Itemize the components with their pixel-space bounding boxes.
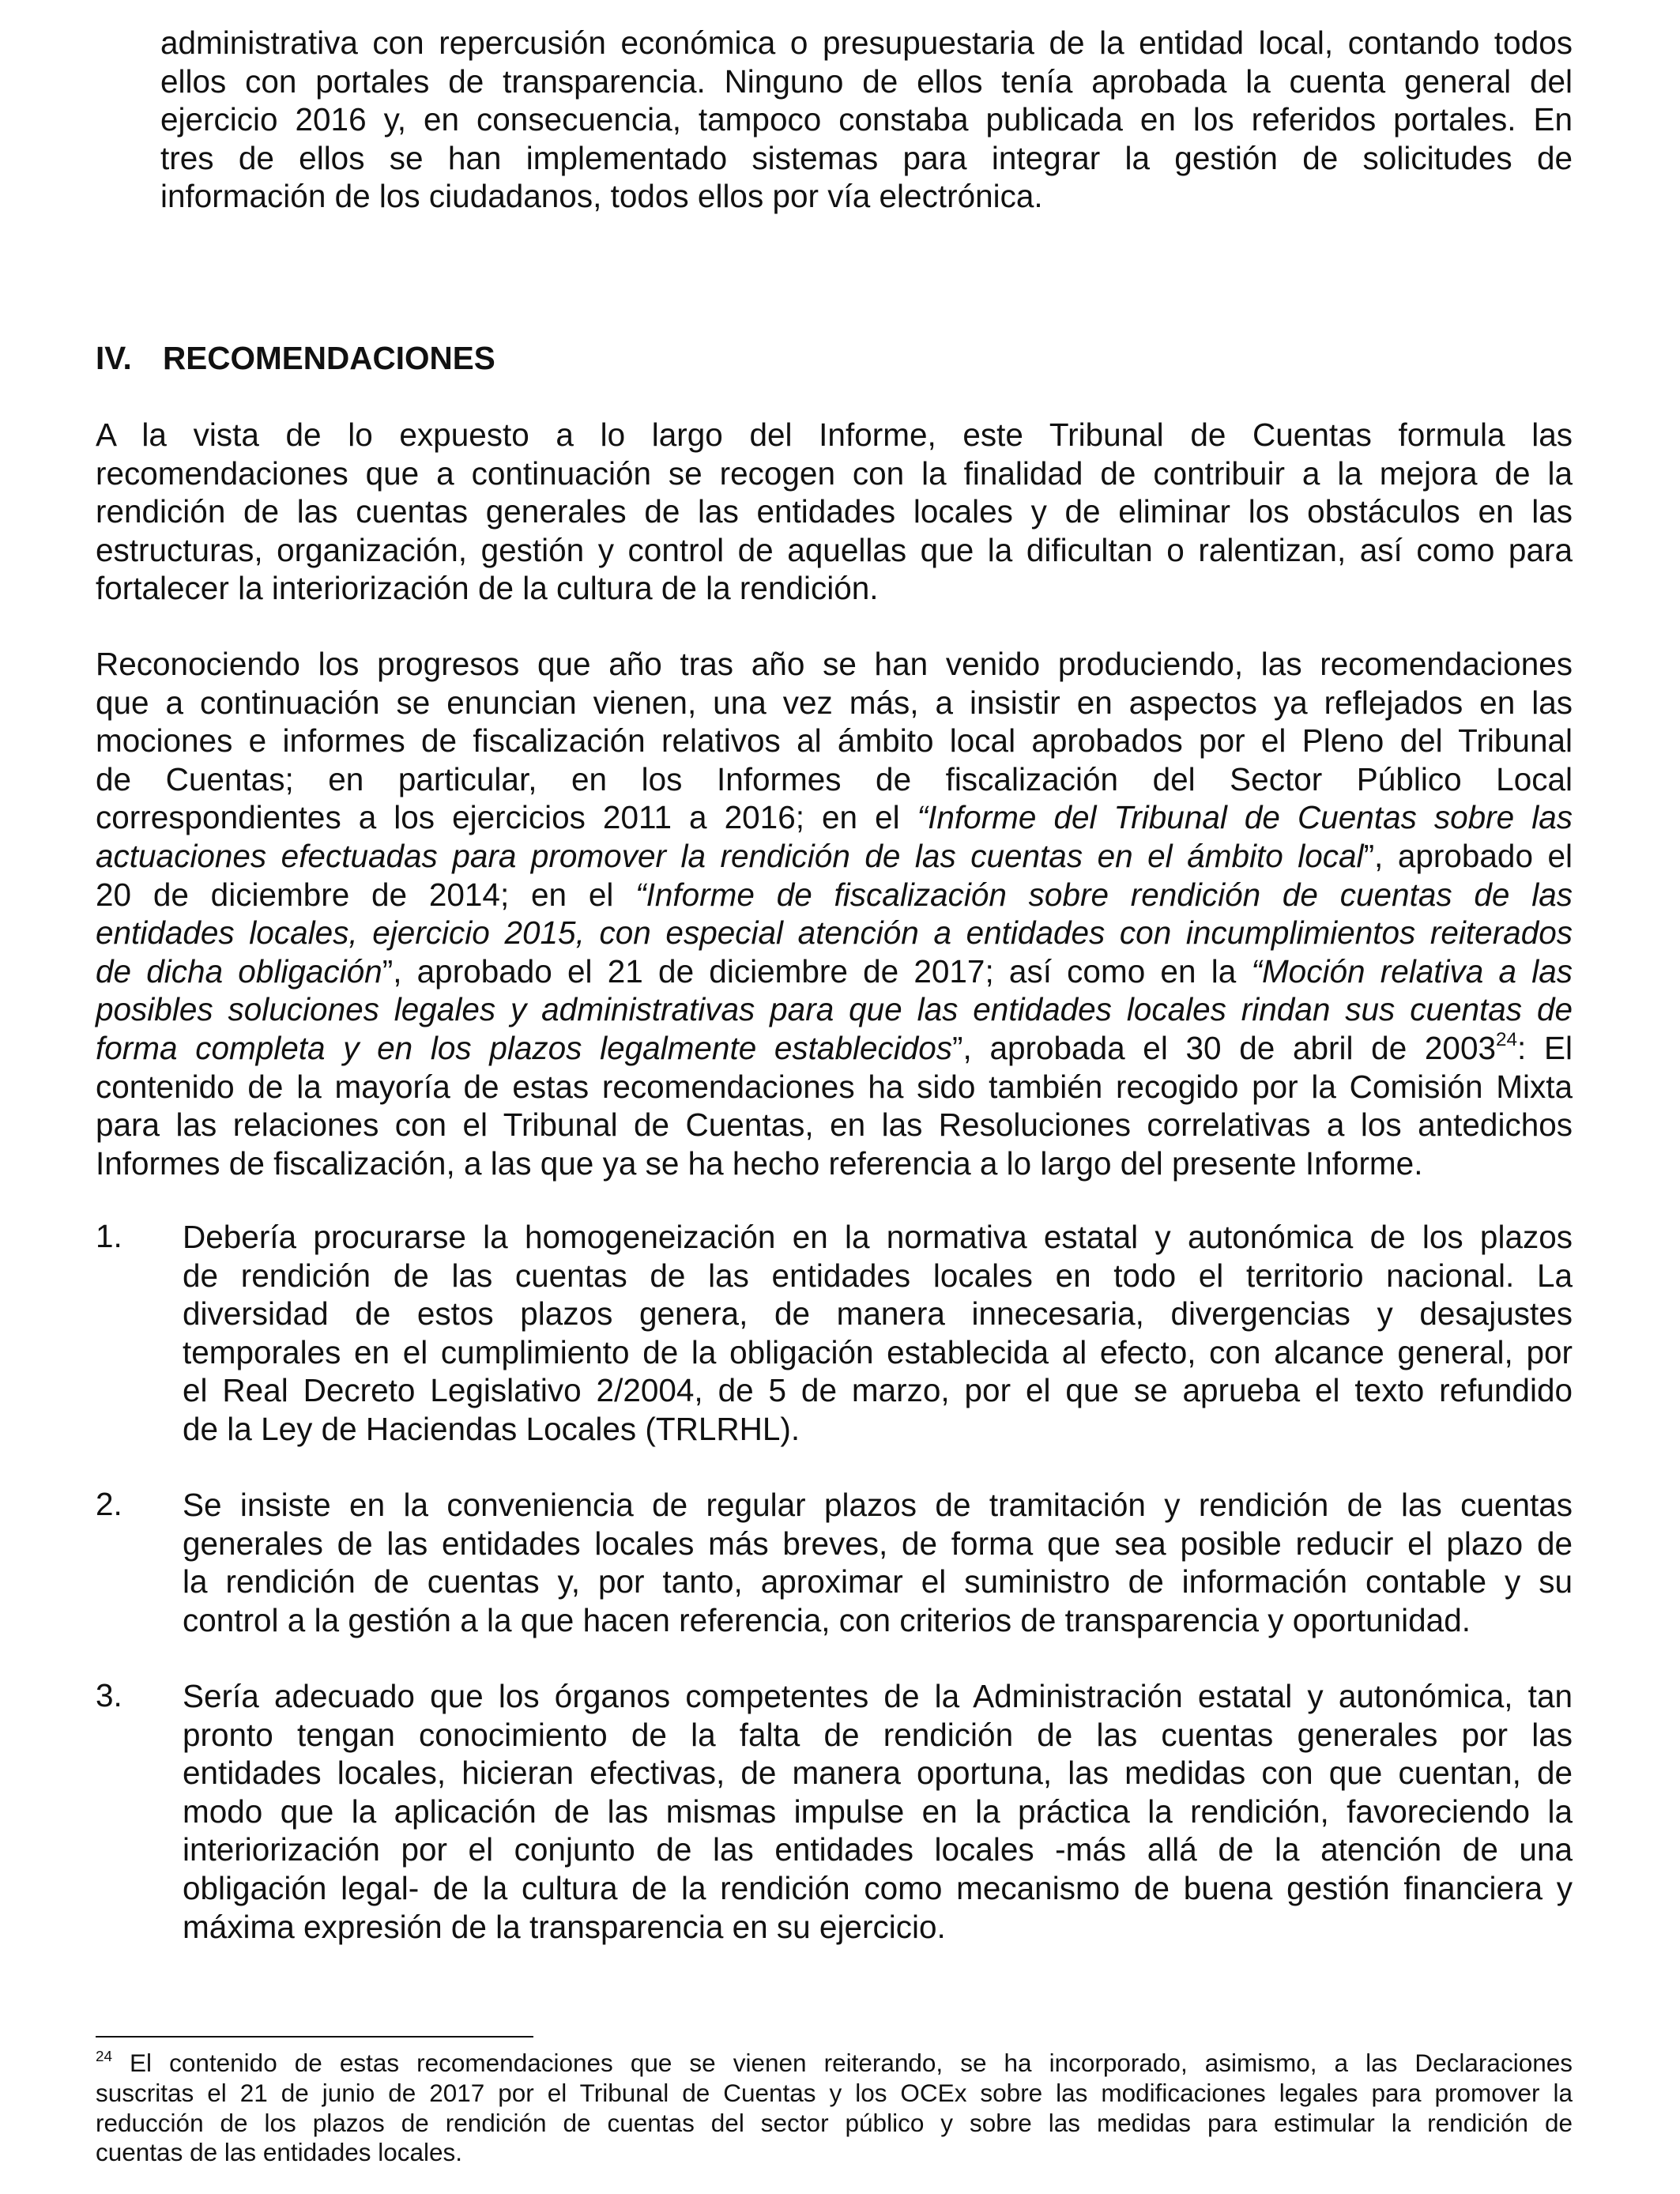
text-line: A la vista de lo expuesto a lo largo del Informe, este Tribunal de Cuentas formula las (96, 417, 1573, 453)
text-line (96, 798, 1573, 837)
text-line: contenido de la mayoría de estas recomendaciones ha sido también recogido por la Comisión Mixta (96, 1068, 1573, 1105)
recommendation-number: 3. (96, 1677, 122, 1713)
text-run: : El (1517, 1029, 1573, 1066)
text-line: reducción de los plazos de rendición de cuentas del sector público y sobre las medidas para estimular la rendición de (96, 2108, 1573, 2137)
text-line (96, 914, 1573, 952)
text-line: suscritas el 21 de junio de 2017 por el Tribunal de Cuentas y los OCEx sobre las modificaciones legales para promover la (96, 2078, 1573, 2107)
text-line: el Real Decreto Legislativo 2/2004, de 5 de marzo, por el que se aprueba el texto refundido (183, 1372, 1573, 1409)
text-line (96, 2049, 1573, 2079)
text-run: 20 de diciembre de 2014; en el (96, 876, 636, 913)
text-line: información de los ciudadanos, todos ellos por vía electrónica. (160, 178, 1043, 215)
text-run: ”, aprobado el (1363, 837, 1573, 874)
recommendation-1 (183, 1218, 1573, 1449)
text-line: máxima expresión de la transparencia en su ejercicio. (183, 1908, 946, 1945)
text-line: Debería procurarse la homogeneización en la normativa estatal y autonómica de los plazos (183, 1219, 1573, 1255)
report-title: de dicha obligación (96, 952, 382, 990)
motion-title: “Moción relativa a las (1251, 952, 1573, 990)
section-number: IV. (96, 340, 132, 376)
text-line: administrativa con repercusión económica o presupuestaria de la entidad local, contando todos (160, 25, 1573, 61)
recommendation-3 (183, 1677, 1573, 1946)
text-line: mociones e informes de fiscalización relativos al ámbito local aprobados por el Pleno del Tribunal (96, 722, 1573, 760)
section-title: RECOMENDACIONES (163, 340, 495, 376)
text-line: diversidad de estos plazos genera, de manera innecesaria, divergencias y desajustes (183, 1295, 1573, 1333)
text-line: de la Ley de Haciendas Locales (TRLRHL). (183, 1410, 800, 1447)
text-line (96, 990, 1573, 1029)
text-line: fortalecer la interiorización de la cultura de la rendición. (96, 570, 879, 607)
text-line: interiorización por el conjunto de las entidades locales -más allá de la atención de una (183, 1831, 1573, 1868)
continuation-paragraph (160, 24, 1573, 216)
text-line (96, 952, 1573, 991)
footnote (96, 2049, 1573, 2168)
text-line (96, 1029, 1573, 1068)
text-line: Sería adecuado que los órganos competentes de la Administración estatal y autonómica, tan (183, 1678, 1573, 1714)
text-run: El contenido de estas recomendaciones que se vienen reiterando, se ha incorporado, asimismo, a las Declaraciones (112, 2049, 1573, 2077)
text-line: ellos con portales de transparencia. Ninguno de ellos tenía aprobada la cuenta general del (160, 62, 1573, 100)
text-run: correspondientes a los ejercicios 2011 a 2016; en el (96, 799, 917, 836)
text-line: entidades locales, hicieran efectivas, de manera oportuna, las medidas con que cuentan, de (183, 1755, 1573, 1792)
motion-title: forma completa y en los plazos legalmente establecidos (96, 1029, 953, 1066)
text-line: Reconociendo los progresos que año tras año se han venido produciendo, las recomendaciones (96, 646, 1573, 682)
report-title: entidades locales, ejercicio 2015, con especial atención a entidades con incumplimientos reiterados (96, 914, 1573, 952)
text-run: ”, aprobado el 21 de diciembre de 2017; así como en la (382, 952, 1252, 990)
text-line: cuentas de las entidades locales. (96, 2138, 463, 2167)
text-line: que a continuación se enuncian vienen, una vez más, a insistir en aspectos ya reflejados en las (96, 684, 1573, 721)
context-paragraph (96, 645, 1573, 1182)
report-title: “Informe del Tribunal de Cuentas sobre las (917, 799, 1573, 836)
footnote-separator (96, 2036, 533, 2038)
section-heading (96, 340, 495, 377)
footnote-marker: 24 (96, 2048, 113, 2065)
text-line: Se insiste en la conveniencia de regular plazos de tramitación y rendición de las cuentas (183, 1487, 1573, 1523)
text-line: tres de ellos se han implementado sistemas para integrar la gestión de solicitudes de (160, 139, 1573, 176)
text-line: ejercicio 2016 y, en consecuencia, tampoco constaba publicada en los referidos portales. En (160, 101, 1573, 138)
text-line: Informes de fiscalización, a las que ya se ha hecho referencia a lo largo del presente Informe. (96, 1144, 1423, 1182)
text-line: control a la gestión a la que hacen referencia, con criterios de transparencia y oportunidad. (183, 1601, 1471, 1638)
report-title: “Informe de fiscalización sobre rendición de cuentas de las (635, 876, 1573, 913)
recommendation-number: 1. (96, 1218, 122, 1254)
footnote-reference[interactable]: 24 (1496, 1028, 1518, 1050)
text-line (96, 876, 1573, 914)
text-line: generales de las entidades locales más breves, de forma que sea posible reducir el plazo de (183, 1525, 1573, 1562)
text-line: para las relaciones con el Tribunal de Cuentas, en las Resoluciones correlativas a los antedichos (96, 1106, 1573, 1144)
text-line: obligación legal- de la cultura de la rendición como mecanismo de buena gestión financiera y (183, 1869, 1573, 1906)
recommendation-2 (183, 1486, 1573, 1639)
text-line: rendición de las cuentas generales de las entidades locales y de eliminar los obstáculos en las (96, 493, 1573, 530)
text-line: de rendición de las cuentas de las entidades locales en todo el territorio nacional. La (183, 1257, 1573, 1294)
motion-title: posibles soluciones legales y administrativas para que las entidades locales rindan sus cuentas de (96, 991, 1573, 1028)
text-line: estructuras, organización, gestión y control de aquellas que la dificultan o ralentizan, así como para (96, 531, 1573, 568)
text-line: recomendaciones que a continuación se recogen con la finalidad de contribuir a la mejora de la (96, 454, 1573, 492)
recommendation-number: 2. (96, 1486, 122, 1522)
text-line: de Cuentas; en particular, en los Informes de fiscalización del Sector Público Local (96, 760, 1573, 797)
text-line (96, 837, 1573, 876)
text-line: temporales en el cumplimiento de la obligación establecida al efecto, con alcance general, por (183, 1333, 1573, 1370)
text-line: la rendición de cuentas y, por tanto, aproximar el suministro de información contable y su (183, 1563, 1573, 1600)
text-line: modo que la aplicación de las mismas impulse en la práctica la rendición, favoreciendo la (183, 1793, 1573, 1830)
intro-paragraph (96, 416, 1573, 608)
report-title: actuaciones efectuadas para promover la rendición de las cuentas en el ámbito local (96, 837, 1364, 874)
text-run: ”, aprobada el 30 de abril de 2003 (952, 1029, 1497, 1066)
text-line: pronto tengan conocimiento de la falta de rendición de las cuentas generales por las (183, 1716, 1573, 1753)
